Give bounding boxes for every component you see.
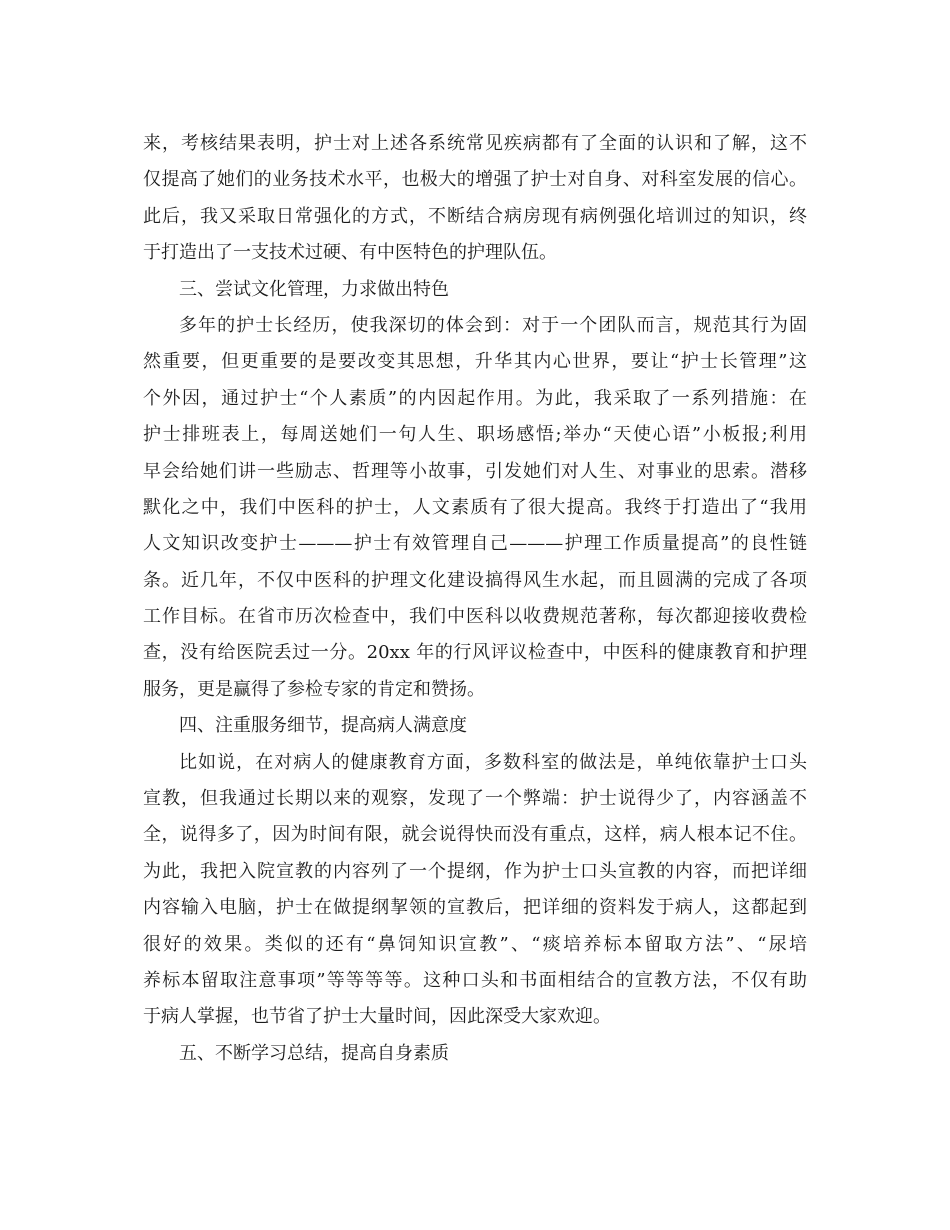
text-line: 工作目标。在省市历次检查中，我们中医科以收费规范著称，每次都迎接收费检 [143, 606, 807, 628]
text-line: 早会给她们讲一些励志、哲理等小故事，引发她们对人生、对事业的思索。潜移 [143, 460, 807, 482]
text-line: 默化之中，我们中医科的护士，人文素质有了很大提高。我终于打造出了“我用 [143, 496, 807, 518]
text-line: 查，没有给医院丢过一分。20xx 年的行风评议检查中，中医科的健康教育和护理 [143, 642, 807, 664]
text-line: 服务，更是赢得了参检专家的肯定和赞扬。 [143, 678, 485, 700]
text-line: 然重要，但更重要的是要改变其思想，升华其内心世界，要让“护士长管理”这 [143, 351, 807, 373]
paragraph [143, 745, 807, 1036]
text-line: 此后，我又采取日常强化的方式，不断结合病房现有病例强化培训过的知识，终 [143, 205, 807, 227]
section-heading: 三、尝试文化管理，力求做出特色 [179, 278, 449, 300]
text-line: 宣教，但我通过长期以来的观察，发现了一个弊端：护士说得少了，内容涵盖不 [143, 788, 807, 810]
text-line: 为此，我把入院宣教的内容列了一个提纲，作为护士口头宣教的内容，而把详细 [143, 860, 807, 882]
text-line: 于病人掌握，也节省了护士大量时间，因此深受大家欢迎。 [143, 1006, 611, 1028]
text-line: 全，说得多了，因为时间有限，就会说得快而没有重点，这样，病人根本记不住。 [143, 824, 807, 846]
text-line: 个外因，通过护士“个人素质”的内因起作用。为此，我采取了一系列措施：在 [143, 387, 807, 409]
text-line: 比如说，在对病人的健康教育方面，多数科室的做法是，单纯依靠护士口头 [179, 751, 807, 773]
paragraph [143, 308, 807, 708]
text-line: 护士排班表上，每周送她们一句人生、职场感悟;举办“天使心语”小板报;利用 [143, 424, 807, 446]
text-line: 仅提高了她们的业务技术水平，也极大的增强了护士对自身、对科室发展的信心。 [143, 169, 807, 191]
text-line: 多年的护士长经历，使我深切的体会到：对于一个团队而言，规范其行为固 [179, 314, 807, 336]
text-line: 条。近几年，不仅中医科的护理文化建设搞得风生水起，而且圆满的完成了各项 [143, 569, 807, 591]
text-line: 内容输入电脑，护士在做提纲挈领的宣教后，把详细的资料发于病人，这都起到 [143, 897, 807, 919]
text-line: 很好的效果。类似的还有“鼻饲知识宣教”、“痰培养标本留取方法”、“尿培 [143, 933, 807, 955]
text-line: 养标本留取注意事项”等等等等。这种口头和书面相结合的宣教方法，不仅有助 [143, 969, 807, 991]
text-line: 人文知识改变护士———护士有效管理自己———护理工作质量提高”的良性链 [143, 533, 807, 555]
text-line: 来，考核结果表明，护士对上述各系统常见疾病都有了全面的认识和了解，这不 [143, 133, 807, 154]
document-body [143, 126, 807, 1072]
paragraph [143, 126, 807, 272]
section-heading: 五、不断学习总结，提高自身素质 [179, 1042, 449, 1064]
text-line: 于打造出了一支技术过硬、有中医特色的护理队伍。 [143, 242, 557, 264]
section-heading: 四、注重服务细节，提高病人满意度 [179, 715, 467, 737]
